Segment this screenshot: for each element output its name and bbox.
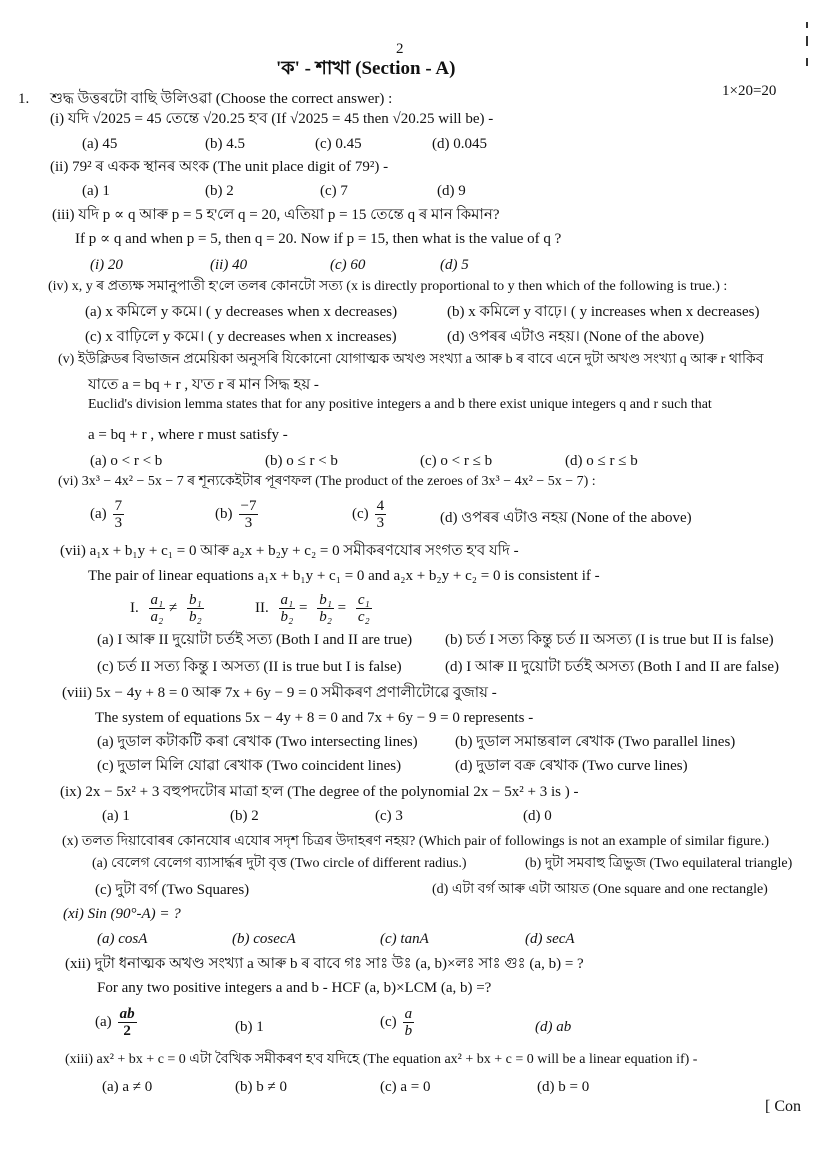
fraction bbox=[375, 498, 387, 531]
question-vi-stem: (vi) 3x³ − 4x² − 5x − 7 ৰ শূন্যকেইটাৰ পূৰণফল (The product of the zeroes of 3x³ − 4x² − 5x − 7) : bbox=[58, 474, 596, 489]
denominator: 3 bbox=[244, 515, 253, 531]
option: (d) ওপৰৰ এটাও নহয়। (None of the above) bbox=[447, 329, 704, 345]
question-v-stem: (v) ইউক্লিডৰ বিভাজন প্ৰমেয়িকা অনুসৰি যিকোনো যোগাত্মক অখণ্ড সংখ্যা a আৰু b ৰ বাবে এনে দুটা অখণ্ড সংখ্যা q আৰু r থাকিব bbox=[58, 352, 764, 367]
option: (d) secA bbox=[525, 931, 575, 947]
option bbox=[90, 498, 124, 531]
question-viii-stem: (viii) 5x − 4y + 8 = 0 আৰু 7x + 6y − 9 = 0 সমীকৰণ প্ৰণালীটোৱে বুজায় - bbox=[62, 685, 497, 701]
margin-mark bbox=[806, 58, 808, 66]
question-xi-stem: (xi) Sin (90°-A) = ? bbox=[63, 906, 181, 922]
instruction: শুদ্ধ উত্তৰটো বাছি উলিওৱা (Choose the correct answer) : bbox=[50, 91, 393, 107]
question-xii-stem-en: For any two positive integers a and b - HCF (a, b)×LCM (a, b) =? bbox=[97, 980, 492, 996]
option: (c) দুডাল মিলি যোৱা ৰেখাক (Two coincident lines) bbox=[97, 758, 402, 774]
numerator: −7 bbox=[240, 498, 257, 514]
question-v-stem-en-2: a = bq + r , where r must satisfy - bbox=[88, 427, 288, 443]
option: (c) o < r ≤ b bbox=[420, 453, 493, 469]
question-v-stem-en: Euclid's division lemma states that for any positive integers a and b there exist unique integers q and r such that bbox=[88, 397, 712, 412]
fraction bbox=[149, 592, 166, 625]
numerator: a₁ bbox=[150, 592, 164, 608]
denominator: 3 bbox=[376, 515, 385, 531]
option: (b) 2 bbox=[205, 183, 234, 199]
question-ix-stem: (ix) 2x − 5x² + 3 বহুপদটোৰ মাত্ৰা হ'ল (The degree of the polynomial 2x − 5x² + 3 is ) - bbox=[60, 784, 579, 800]
option: (c) চৰ্ত II সত্য কিন্তু I অসত্য (II is true but I is false) bbox=[97, 659, 402, 675]
option: (c) a = 0 bbox=[380, 1079, 431, 1095]
option: (d) b = 0 bbox=[537, 1079, 590, 1095]
option: (b) 4.5 bbox=[205, 136, 245, 152]
option: (a) a ≠ 0 bbox=[102, 1079, 153, 1095]
option-label: (c) bbox=[380, 1013, 397, 1030]
page-number: 2 bbox=[396, 41, 404, 57]
denominator: b bbox=[404, 1023, 413, 1039]
option: (a) দুডাল কটাকটি কৰা ৰেখাক (Two intersecting lines) bbox=[97, 734, 418, 750]
option-label: (b) bbox=[215, 505, 233, 522]
continued-note: [ Con bbox=[765, 1098, 801, 1115]
question-x-stem: (x) তলত দিয়াবোৰৰ কোনযোৰ এযোৰ সদৃশ চিত্ৰৰ উদাহৰণ নহয়? (Which pair of followings is not an example of similar figure.) bbox=[62, 834, 770, 849]
numerator: b₁ bbox=[319, 592, 332, 608]
option: (d) ওপৰৰ এটাও নহয় (None of the above) bbox=[440, 510, 692, 526]
option: (d) 5 bbox=[440, 257, 469, 273]
option-label: (a) bbox=[90, 505, 107, 522]
denominator: b₂ bbox=[188, 609, 202, 625]
numerator: a bbox=[404, 1006, 413, 1022]
section-title: 'ক' - শাখা (Section - A) bbox=[276, 58, 456, 79]
fraction bbox=[187, 592, 204, 625]
option: (b) o ≤ r < b bbox=[265, 453, 338, 469]
question-xii-stem: (xii) দুটা ধনাত্মক অখণ্ড সংখ্যা a আৰু b ৰ বাবে গঃ সাঃ উঃ (a, b)×লঃ সাঃ গুঃ (a, b) = ? bbox=[65, 956, 584, 972]
question-xiii-stem: (xiii) ax² + bx + c = 0 এটা বৈখিক সমীকৰণ হ'ব যদিহে (The equation ax² + bx + c = 0 will be a linear equation if) - bbox=[65, 1052, 698, 1067]
question-v-stem-2: যাতে a = bq + r , য'ত r ৰ মান সিদ্ধ হয় - bbox=[88, 377, 319, 393]
condition-label: I. bbox=[130, 599, 139, 616]
question-iv-stem: (iv) x, y ৰ প্ৰত্যক্ষ সমানুপাতী হ'লে তলৰ কোনটো সত্য (x is directly proportional to y then which of the following is true.) : bbox=[48, 279, 728, 294]
option bbox=[215, 498, 258, 531]
option: (d) দুডাল বক্ৰ ৰেখাক (Two curve lines) bbox=[455, 758, 688, 774]
question-iii-stem-en: If p ∝ q and when p = 5, then q = 20. Now if p = 15, then what is the value of q ? bbox=[75, 231, 562, 247]
option: (a) o < r < b bbox=[90, 453, 163, 469]
option: (b) দুডাল সমান্তৰাল ৰেখাক (Two parallel lines) bbox=[455, 734, 736, 750]
option: (d) o ≤ r ≤ b bbox=[565, 453, 638, 469]
condition-label: II. bbox=[255, 599, 269, 616]
option bbox=[352, 498, 386, 531]
fraction bbox=[239, 498, 259, 531]
option: (b) চৰ্ত I সত্য কিন্তু চৰ্ত II অসত্য (I is true but II is false) bbox=[445, 632, 774, 648]
option: (a) x কমিলে y কমে। ( y decreases when x decreases) bbox=[85, 304, 398, 320]
option: (d) 0.045 bbox=[432, 136, 487, 152]
option: (ii) 40 bbox=[210, 257, 248, 273]
numerator: ab bbox=[119, 1006, 135, 1022]
operator: = bbox=[298, 599, 308, 616]
question-iii-stem: (iii) যদি p ∝ q আৰু p = 5 হ'লে q = 20, এতিয়া p = 15 তেন্তে q ৰ মান কিমান? bbox=[52, 207, 500, 223]
option: (d) 9 bbox=[437, 183, 466, 199]
option bbox=[95, 1006, 137, 1039]
question-number: 1. bbox=[18, 91, 30, 107]
denominator: b₂ bbox=[280, 609, 294, 625]
option: (c) 60 bbox=[330, 257, 366, 273]
question-ii-stem: (ii) 79² ৰ একক স্থানৰ অংক (The unit place digit of 79²) - bbox=[50, 159, 389, 175]
option: (d) এটা বৰ্গ আৰু এটা আয়ত (One square and one rectangle) bbox=[432, 882, 768, 897]
option-label: (a) bbox=[95, 1013, 112, 1030]
option: (b) 1 bbox=[235, 1019, 264, 1035]
numerator: a₁ bbox=[280, 592, 294, 608]
fraction bbox=[118, 1006, 137, 1039]
numerator: 4 bbox=[376, 498, 385, 514]
fraction bbox=[317, 592, 334, 625]
option: (c) 0.45 bbox=[315, 136, 362, 152]
option bbox=[380, 1006, 414, 1039]
operator: ≠ bbox=[168, 599, 178, 616]
option: (a) 1 bbox=[102, 808, 130, 824]
denominator: 2 bbox=[123, 1023, 131, 1039]
question-i-stem: (i) যদি √2025 = 45 তেন্তে √20.25 হ'ব (If √2025 = 45 then √20.25 will be) - bbox=[50, 111, 494, 127]
fraction bbox=[403, 1006, 415, 1039]
question-viii-stem-en: The system of equations 5x − 4y + 8 = 0 and 7x + 6y − 9 = 0 represents - bbox=[95, 710, 534, 726]
option: (b) দুটা সমবাহু ত্ৰিভুজ (Two equilateral triangle) bbox=[525, 856, 793, 871]
condition-i bbox=[130, 592, 204, 625]
numerator: b₁ bbox=[188, 592, 202, 608]
option: (b) x কমিলে y বাঢ়ে। ( y increases when x decreases) bbox=[447, 304, 760, 320]
fraction bbox=[113, 498, 125, 531]
option: (b) cosecA bbox=[232, 931, 296, 947]
option: (a) 1 bbox=[82, 183, 110, 199]
question-vii-stem: (vii) a₁x + b₁y + c₁ = 0 আৰু a₂x + b₂y + c₂ = 0 সমীকৰণযোৰ সংগত হ'ব যদি - bbox=[60, 543, 519, 559]
option: (c) 3 bbox=[375, 808, 403, 824]
question-vii-stem-en: The pair of linear equations a₁x + b₁y + c₁ = 0 and a₂x + b₂y + c₂ = 0 is consistent if - bbox=[88, 568, 600, 584]
option: (c) tanA bbox=[380, 931, 429, 947]
numerator: c₁ bbox=[357, 592, 370, 608]
option: (b) b ≠ 0 bbox=[235, 1079, 287, 1095]
margin-mark bbox=[806, 36, 808, 46]
option: (a) I আৰু II দুয়োটা চৰ্তই সত্য (Both I and II are true) bbox=[97, 632, 413, 648]
option: (a) বেলেগ বেলেগ ব্যাসাৰ্দ্ধৰ দুটা বৃত্ত (Two circle of different radius.) bbox=[92, 856, 467, 871]
option: (a) 45 bbox=[82, 136, 118, 152]
option: (c) 7 bbox=[320, 183, 348, 199]
condition-ii bbox=[255, 592, 372, 625]
denominator: a₂ bbox=[150, 609, 164, 625]
option: (i) 20 bbox=[90, 257, 123, 273]
option: (a) cosA bbox=[97, 931, 148, 947]
fraction bbox=[279, 592, 296, 625]
marks-allocation: 1×20=20 bbox=[722, 83, 777, 99]
denominator: 3 bbox=[114, 515, 123, 531]
option: (d) ab bbox=[535, 1019, 572, 1035]
fraction bbox=[356, 592, 372, 625]
option-label: (c) bbox=[352, 505, 369, 522]
denominator: c₂ bbox=[357, 609, 370, 625]
margin-mark bbox=[806, 22, 808, 28]
numerator: 7 bbox=[114, 498, 123, 514]
denominator: b₂ bbox=[319, 609, 332, 625]
operator: = bbox=[337, 599, 347, 616]
option: (d) I আৰু II দুয়োটা চৰ্তই অসত্য (Both I and II are false) bbox=[445, 659, 779, 675]
option: (d) 0 bbox=[523, 808, 552, 824]
option: (c) x বাঢ়িলে y কমে। ( y decreases when x increases) bbox=[85, 329, 397, 345]
option: (c) দুটা বৰ্গ (Two Squares) bbox=[95, 882, 250, 898]
option: (b) 2 bbox=[230, 808, 259, 824]
